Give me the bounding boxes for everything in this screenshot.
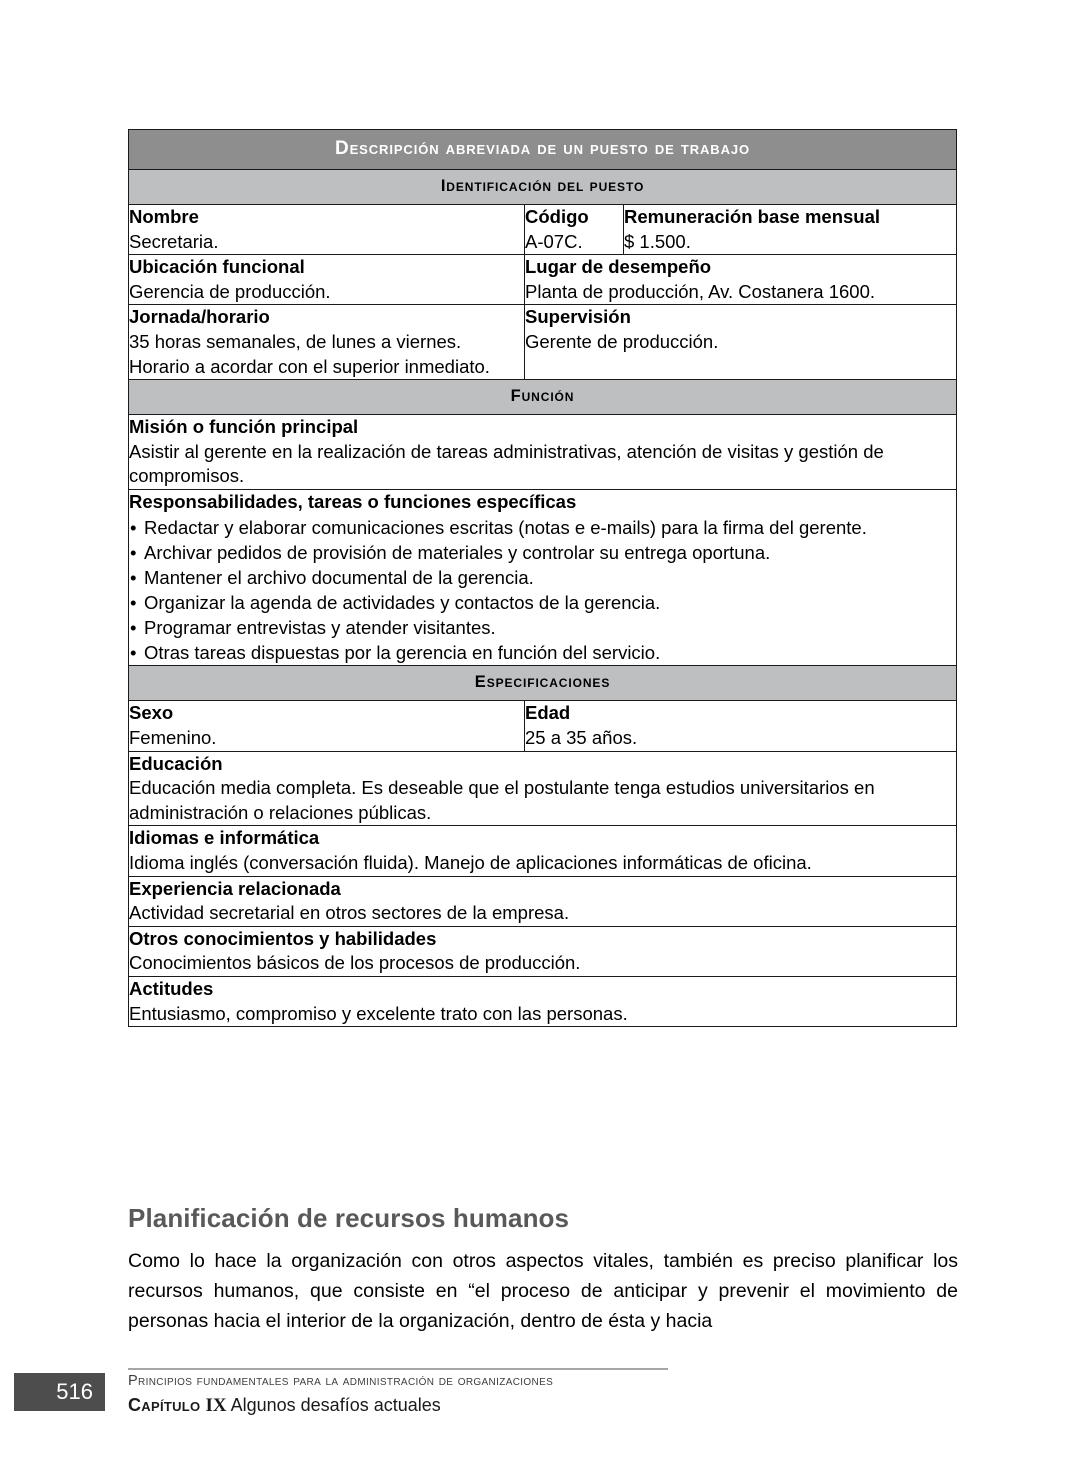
- list-item: • Programar entrevistas y atender visitantes.: [129, 615, 956, 640]
- label-nombre: Nombre: [129, 206, 199, 227]
- section-band-especificaciones: Especificaciones: [129, 666, 957, 701]
- label-edad: Edad: [525, 702, 571, 724]
- cell-codigo: [525, 205, 624, 255]
- cell-experiencia: [129, 876, 957, 926]
- cell-idiomas: [129, 826, 957, 876]
- table-row-educacion: [129, 751, 957, 826]
- table-row-section-identificacion: [129, 170, 957, 205]
- section-heading: Planificación de recursos humanos: [128, 1203, 570, 1233]
- footer: [128, 1371, 748, 1420]
- responsabilidades-list: [129, 515, 956, 666]
- table-row-responsabilidades: [129, 489, 957, 666]
- label-sexo: Sexo: [129, 702, 174, 724]
- value-lugar: Planta de producción, Av. Costanera 1600.: [525, 280, 876, 302]
- value-codigo: A-07C.: [525, 230, 583, 252]
- table-row-sexo-edad: [129, 701, 957, 751]
- label-educacion: Educación: [129, 752, 223, 774]
- job-description-table: [128, 129, 957, 1027]
- label-actitudes: Actitudes: [129, 978, 214, 999]
- section-band-identificacion: Identificación del puesto: [129, 170, 957, 205]
- label-responsabilidades: Responsabilidades, tareas o funciones específicas: [129, 490, 577, 512]
- list-item: • Archivar pedidos de provisión de materiales y controlar su entrega oportuna.: [129, 540, 956, 565]
- table-row-experiencia: [129, 876, 957, 926]
- cell-ubicacion: [129, 255, 525, 305]
- cell-sexo: [129, 701, 525, 751]
- section-band-funcion: Función: [129, 380, 957, 415]
- list-item: • Redactar y elaborar comunicaciones escritas (notas e e-mails) para la firma del gerente.: [129, 515, 956, 540]
- value-remuneracion: $ 1.500.: [624, 230, 691, 252]
- label-idiomas: Idiomas e informática: [129, 827, 320, 849]
- value-actitudes: Entusiasmo, compromiso y excelente trato con las personas.: [129, 1002, 628, 1024]
- cell-actitudes: [129, 977, 957, 1027]
- footer-divider: [128, 1368, 668, 1370]
- label-remuneracion: Remuneración base mensual: [624, 206, 881, 227]
- cell-jornada: [129, 305, 525, 380]
- cell-otros: [129, 926, 957, 976]
- value-ubicacion: Gerencia de producción.: [129, 280, 331, 302]
- page-number: 516: [56, 1379, 93, 1404]
- cell-mision: [129, 415, 957, 490]
- footer-book-title: Principios fundamentales para la administración de organizaciones: [128, 1373, 554, 1389]
- table-row-section-funcion: [129, 380, 957, 415]
- table-row-section-especificaciones: [129, 666, 957, 701]
- label-supervision: Supervisión: [525, 306, 631, 328]
- label-experiencia: Experiencia relacionada: [129, 877, 341, 899]
- value-edad: 25 a 35 años.: [525, 727, 638, 749]
- label-codigo: Código: [525, 206, 589, 227]
- label-mision: Misión o función principal: [129, 416, 359, 438]
- value-experiencia: Actividad secretarial en otros sectores de la empresa.: [129, 902, 570, 924]
- list-item: • Otras tareas dispuestas por la gerencia en función del servicio.: [129, 640, 956, 665]
- footer-chapter-line: [128, 1393, 748, 1420]
- cell-edad: [525, 701, 957, 751]
- table-row-jornada-supervision: [129, 305, 957, 380]
- paragraph-text: Como lo hace la organización con otros aspectos vitales, también es preciso planificar los recursos humanos, que consiste en “el proceso de anticipar y prevenir el movimiento de personas hacia el interior de la organización, dentro de ésta y hacia: [128, 1250, 958, 1332]
- value-jornada-line2: Horario a acordar con el superior inmediato.: [129, 355, 490, 377]
- label-jornada: Jornada/horario: [129, 306, 270, 328]
- table-row-idiomas: [129, 826, 957, 876]
- label-otros: Otros conocimientos y habilidades: [129, 927, 437, 949]
- table-title-band: Descripción abreviada de un puesto de trabajo: [129, 130, 957, 170]
- cell-responsabilidades: [129, 489, 957, 666]
- label-ubicacion: Ubicación funcional: [129, 256, 305, 278]
- cell-supervision: [525, 305, 957, 380]
- table-row-actitudes: [129, 977, 957, 1027]
- footer-chapter-title: Algunos desafíos actuales: [230, 1395, 441, 1416]
- value-sexo: Femenino.: [129, 727, 217, 749]
- cell-nombre: [129, 205, 525, 255]
- value-otros: Conocimientos básicos de los procesos de producción.: [129, 952, 581, 974]
- value-nombre: Secretaria.: [129, 230, 219, 252]
- body-paragraph: [128, 1247, 958, 1336]
- footer-chapter-label: Capítulo: [128, 1395, 201, 1416]
- table-row-mision: [129, 415, 957, 490]
- table-row-ubicacion-lugar: [129, 255, 957, 305]
- cell-remuneracion: [624, 205, 957, 255]
- table-row-title: [129, 130, 957, 170]
- page-number-badge: [14, 1373, 105, 1411]
- value-educacion: Educación media completa. Es deseable que el postulante tenga estudios universitarios en administración o relaciones públicas.: [129, 777, 875, 823]
- cell-lugar: [525, 255, 957, 305]
- label-lugar: Lugar de desempeño: [525, 256, 712, 278]
- value-supervision: Gerente de producción.: [525, 330, 719, 352]
- table-row-otros: [129, 926, 957, 976]
- value-mision: Asistir al gerente en la realización de tareas administrativas, atención de visitas y gestión de compromisos.: [129, 440, 884, 487]
- cell-educacion: [129, 751, 957, 826]
- list-item: • Organizar la agenda de actividades y contactos de la gerencia.: [129, 590, 956, 615]
- value-jornada-line1: 35 horas semanales, de lunes a viernes.: [129, 330, 462, 352]
- value-idiomas: Idioma inglés (conversación fluida). Manejo de aplicaciones informáticas de oficina.: [129, 852, 812, 874]
- table-row-nombre-codigo: [129, 205, 957, 255]
- list-item: • Mantener el archivo documental de la gerencia.: [129, 565, 956, 590]
- footer-chapter-number: IX: [205, 1395, 227, 1417]
